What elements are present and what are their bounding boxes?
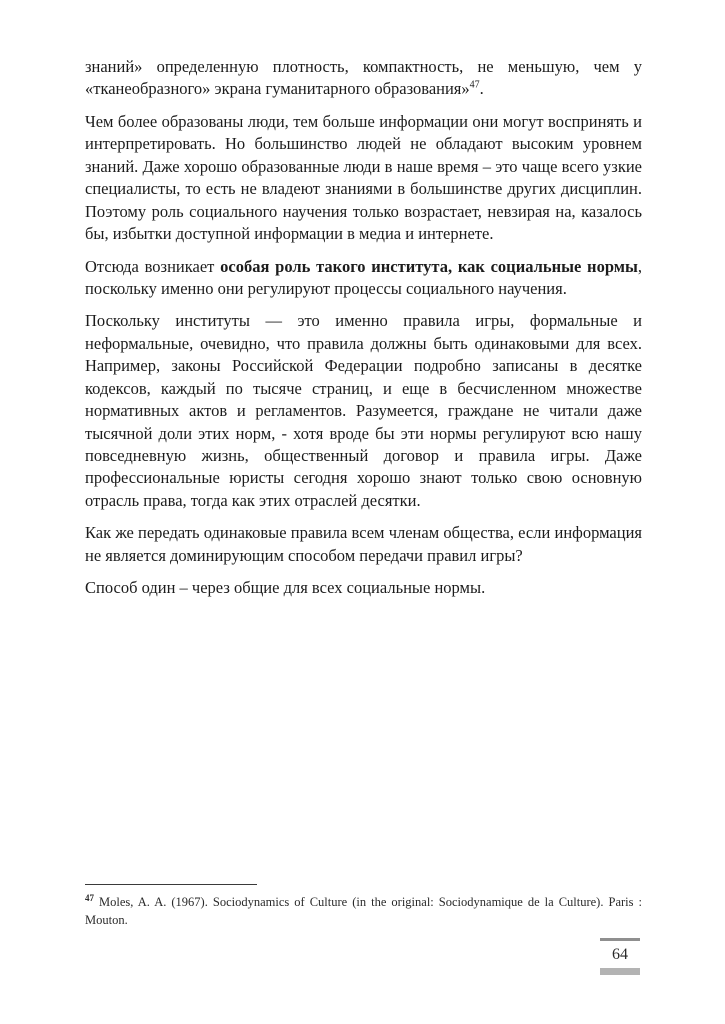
footnote-marker: 47	[85, 893, 94, 903]
footnote-separator	[85, 884, 257, 885]
footnote	[85, 892, 642, 929]
page-number-rule-top	[600, 938, 640, 941]
text-segment: Как же передать одинаковые правила всем членам общества, если информация не является доминирующим способом передачи правил игры?	[85, 523, 642, 565]
footnote-text: Moles, A. A. (1967). Sociodynamics of Culture (in the original: Sociodynamique de la Culture). Paris : Mouton.	[85, 895, 642, 928]
text-segment: , поскольку именно они регулируют процессы социального научения.	[85, 256, 642, 298]
page-number-rule-bottom	[600, 968, 640, 975]
page-number: 64	[612, 946, 628, 963]
page-number-block	[600, 938, 640, 975]
paragraph	[85, 577, 642, 599]
text-block	[85, 56, 642, 600]
footnote-reference: 47	[469, 79, 480, 91]
text-segment: Отсюда возникает	[85, 256, 221, 276]
text-segment: знаний» определенную плотность, компактность, не меньшую, чем у «тканеобразного» экрана гуманитарного образования»	[85, 57, 642, 99]
paragraph	[85, 310, 642, 512]
footnote-area	[85, 884, 642, 929]
text-segment: .	[479, 79, 484, 99]
text-segment: особая роль такого института, как социальные нормы	[220, 256, 638, 276]
text-segment: Способ один – через общие для всех социальные нормы.	[85, 578, 486, 598]
page-body	[85, 56, 642, 610]
paragraph	[85, 56, 642, 101]
text-segment: Поскольку институты — это именно правила игры, формальные и неформальные, очевидно, что правила должны быть одинаковыми для всех. Например, законы Российской Федерации подробно записаны в десятке кодексов, каждый по тысяче страниц, и еще в бесчисленном множестве нормативных актов и регламентов. Разумеется, граждане не читали даже тысячной доли этих норм, - хотя вроде бы эти нормы регулируют всю нашу повседневную жизнь, общественный договор и правила игры. Даже профессиональные юристы сегодня хорошо знают только свою основную отрасль права, тогда как этих отраслей десятки.	[85, 311, 642, 510]
paragraph	[85, 256, 642, 301]
text-segment: Чем более образованы люди, тем больше информации они могут воспринять и интерпретировать. Но большинство людей не обладают высоким уровнем знаний. Даже хорошо образованные люди в наше время – это чаще всего узкие специалисты, то есть не владеют знаниями в большинстве других дисциплин. Поэтому роль социального научения только возрастает, невзирая на, казалось бы, избытки доступной информации в медиа и интернете.	[85, 111, 642, 244]
paragraph	[85, 111, 642, 246]
paragraph	[85, 522, 642, 567]
